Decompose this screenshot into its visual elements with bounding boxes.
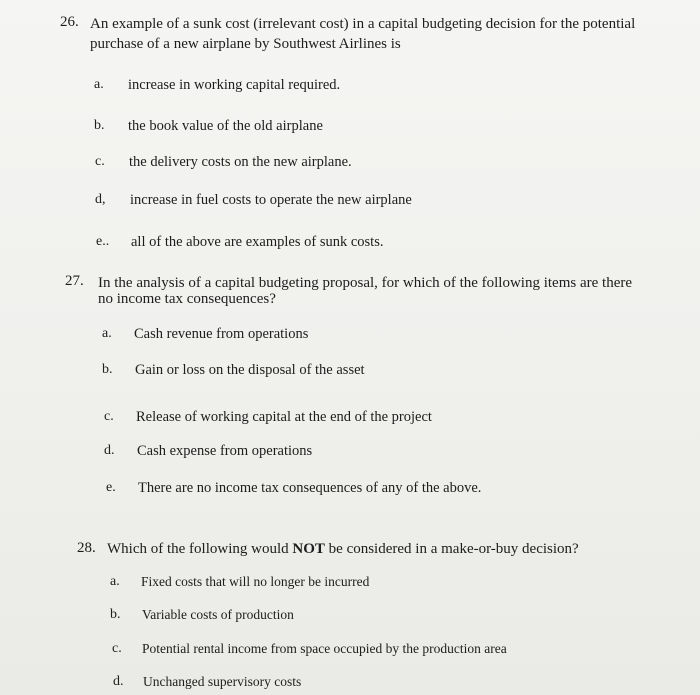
question-text bbox=[107, 540, 579, 558]
question-text-line-1: An example of a sunk cost (irrelevant cost) in a capital budgeting decision for the potential bbox=[90, 16, 636, 32]
option-text: Fixed costs that will no longer be incurred bbox=[141, 574, 370, 589]
question-text-before: Which of the following would bbox=[107, 541, 293, 557]
option-label: b. bbox=[94, 118, 105, 133]
question-text-after: be considered in a make-or-buy decision? bbox=[324, 541, 579, 557]
question-text-line-2: purchase of a new airplane by Southwest Airlines is bbox=[90, 36, 401, 52]
option-text: increase in fuel costs to operate the new airplane bbox=[130, 192, 412, 208]
option-label: c. bbox=[95, 154, 105, 169]
option-label: d. bbox=[113, 674, 124, 689]
option-text: increase in working capital required. bbox=[128, 77, 341, 93]
question-number: 28. bbox=[77, 540, 96, 556]
option-label: e.. bbox=[96, 234, 110, 249]
option-label: a. bbox=[110, 574, 120, 589]
option-label: a. bbox=[102, 326, 112, 341]
option-label: c. bbox=[104, 409, 114, 424]
question-text-line-2: no income tax consequences? bbox=[98, 291, 276, 307]
option-text: Variable costs of production bbox=[142, 607, 294, 622]
question-text-line-1: In the analysis of a capital budgeting proposal, for which of the following items are there bbox=[98, 275, 633, 291]
option-text: Potential rental income from space occupied by the production area bbox=[142, 641, 507, 656]
option-text: all of the above are examples of sunk costs. bbox=[131, 234, 384, 250]
option-text: Cash revenue from operations bbox=[134, 326, 309, 342]
option-text: Cash expense from operations bbox=[137, 443, 313, 459]
option-label: a. bbox=[94, 77, 104, 92]
question-number: 27. bbox=[65, 273, 84, 289]
option-text: Unchanged supervisory costs bbox=[143, 674, 302, 689]
option-text: the delivery costs on the new airplane. bbox=[129, 154, 352, 170]
option-text: Release of working capital at the end of the project bbox=[136, 409, 432, 425]
option-label: d, bbox=[95, 192, 106, 207]
option-text: Gain or loss on the disposal of the asset bbox=[135, 362, 365, 378]
option-text: There are no income tax consequences of any of the above. bbox=[138, 480, 482, 496]
option-text: the book value of the old airplane bbox=[128, 118, 323, 134]
question-number: 26. bbox=[60, 14, 79, 30]
option-label: b. bbox=[102, 362, 113, 377]
option-label: d. bbox=[104, 443, 115, 458]
question-text-emphasis: NOT bbox=[292, 541, 325, 557]
option-label: b. bbox=[110, 607, 121, 622]
option-label: e. bbox=[106, 480, 116, 495]
option-label: c. bbox=[112, 641, 122, 656]
